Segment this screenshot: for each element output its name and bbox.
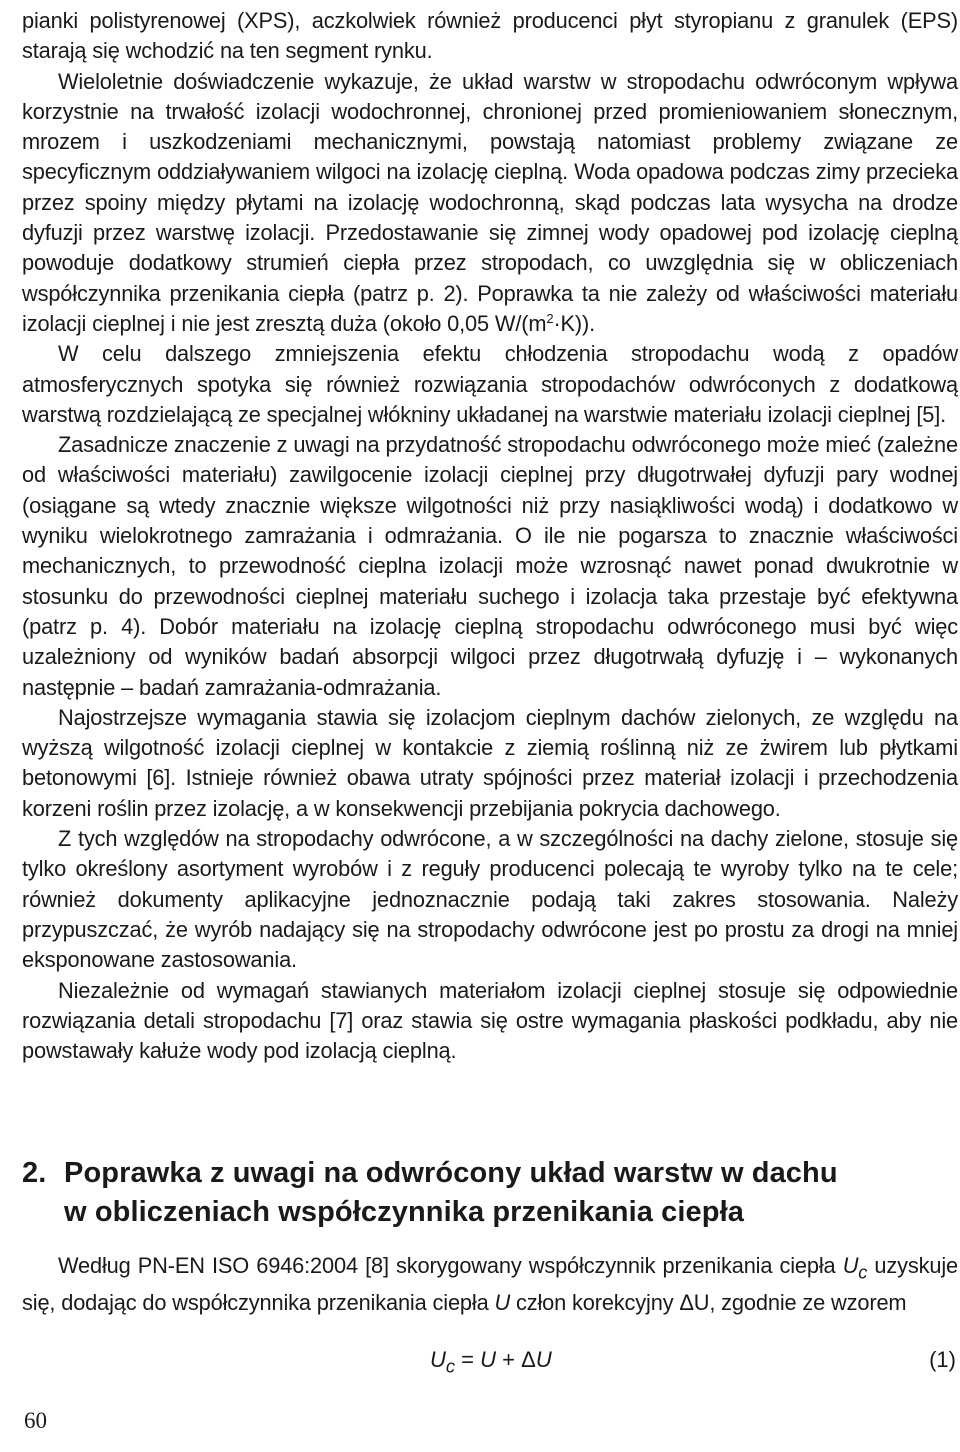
paragraph-2 [22, 67, 958, 340]
symbol-u: U [842, 1253, 859, 1278]
section-number: 2. [22, 1157, 47, 1189]
equation-1 [22, 1347, 958, 1379]
paragraph-5 [22, 703, 958, 824]
paragraph-4 [22, 430, 958, 703]
paragraph-6-text: Z tych względów na stropodachy odwrócone, a w szczególności na dachy zielone, stosuje się tylko określony asortyment wyrobów i z reguły producenci polecają te wyroby tylko na te cele; również dokumenty aplikacyjne jednoznacznie podają taki zakres stosowania. Należy przypuszczać, że wyrób nadający się na stropodachy odwrócone jest po prostu za drogi na mniej eksponowane zastosowania. [22, 826, 958, 973]
symbol-subscript-c: c [858, 1262, 868, 1283]
paragraph-2-tail: ·K)). [553, 310, 596, 336]
paragraph-1-text: pianki polistyrenowej (XPS), aczkolwiek również producenci płyt styropianu z granulek (EPS) starają się wchodzić na ten segment rynku. [22, 8, 958, 64]
paragraph-4-text: Zasadnicze znaczenie z uwagi na przydatność stropodachu odwróconego może mieć (zależne od właściwości materiału) zawilgocenie izolacji cieplnej przy długotrwałej dyfuzji pary wodnej (osiągane są wtedy znacznie większe wilgotności niż przy nasiąkliwości wodą) i dodatkowo w wyniku wielokrotnego zamrażania i odmrażania. O ile nie pogarsza to znacznie właściwości mechanicznych, to przewodność cieplna izolacji może wzrosnąć nawet ponad dwukrotnie w stosunku do przewodności cieplnej materiału suchego i izolacja taka przestaje być efektywna (patrz p. 4). Dobór materiału na izolację cieplną stropodachu odwróconego musi być więc uzależniony od wyników badań absorpcji wilgoci przez długotrwałą dyfuzję i – wykonanych następnie – badań zamrażania-odmrażania. [22, 432, 958, 700]
section-2-text-3: człon korekcyjny ΔU, zgodnie ze wzorem [510, 1289, 907, 1315]
equation-formula [430, 1347, 552, 1377]
section-2-heading [22, 1154, 958, 1232]
paragraph-7 [22, 976, 958, 1067]
document-body [22, 6, 958, 1066]
eq-subscript-c: c [445, 1355, 456, 1377]
eq-equals: = [455, 1347, 481, 1372]
superscript-2: 2 [546, 310, 554, 326]
paragraph-5-text: Najostrzejsze wymagania stawia się izolacjom cieplnym dachów zielonych, ze względu na wyższą wilgotność izolacji cieplnej w kontakcie z ziemią roślinną niż ze żwirem lub płytkami betonowymi [6]. Istnieje również obawa utraty spójności przez materiał izolacji i przechodzenia korzeni roślin przez izolację, a w konsekwencji przebijania pokrycia dachowego. [22, 704, 958, 821]
page-number: 60 [24, 1408, 47, 1433]
paragraph-3-text: W celu dalszego zmniejszenia efektu chłodzenia stropodachu wodą z opadów atmosferycznych spotyka się również rozwiązania stropodachów odwróconych z dodatkową warstwą rozdzielającą ze specjalnej włókniny układanej na warstwie materiału izolacji cieplnej [5]. [22, 341, 958, 427]
paragraph-6 [22, 824, 958, 975]
section-title-line-2: w obliczeniach współczynnika przenikania ciepła [64, 1196, 744, 1228]
section-2-body [22, 1251, 958, 1318]
section-2-text-1: Według PN-EN ISO 6946:2004 [8] skorygowany współczynnik przenikania ciepła [58, 1253, 843, 1278]
eq-symbol-u: U [480, 1347, 497, 1372]
section-2-paragraph [22, 1251, 958, 1318]
paragraph-1 [22, 6, 958, 67]
section-title-line-1: Poprawka z uwagi na odwrócony układ warstw w dachu [64, 1157, 838, 1189]
equation-number: (1) [929, 1347, 956, 1372]
eq-symbol-u: U [430, 1347, 446, 1372]
eq-symbol-u: U [535, 1347, 552, 1372]
paragraph-2-text: Wieloletnie doświadczenie wykazuje, że układ warstw w stropodachu odwróconym wpływa korzystnie na trwałość izolacji wodochronnej, chronionej przed promieniowaniem słonecznym, mrozem i uszkodzeniami mechanicznymi, powstają natomiast problemy związane ze specyficznym oddziaływaniem wilgoci na izolację cieplną. Woda opadowa podczas zimy przecieka przez spoiny między płytami na izolację wodochronną, skąd podczas lata wysycha na drodze dyfuzji przez warstwę izolacji. Przedostawanie się zimnej wody opadowej pod izolację cieplną powoduje dodatkowy strumień ciepła przez stropodach, co uwzględnia się w obliczeniach współczynnika przenikania ciepła (patrz p. 2). Poprawka ta nie zależy od właściwości materiału izolacji cieplnej i nie jest zresztą duża (około 0,05 W/(m [22, 68, 958, 336]
section-2-text-2: uzyskuje się, dodając do współczynnika przenikania ciepła [22, 1253, 958, 1315]
symbol-u: U [494, 1289, 511, 1315]
paragraph-3 [22, 339, 958, 430]
eq-plus-delta: + Δ [496, 1347, 536, 1372]
paragraph-7-text: Niezależnie od wymagań stawianych materiałom izolacji cieplnej stosuje się odpowiednie rozwiązania detali stropodachu [7] oraz stawia się ostre wymagania płaskości podkładu, aby nie powstawały kałuże wody pod izolacją cieplną. [22, 977, 958, 1064]
